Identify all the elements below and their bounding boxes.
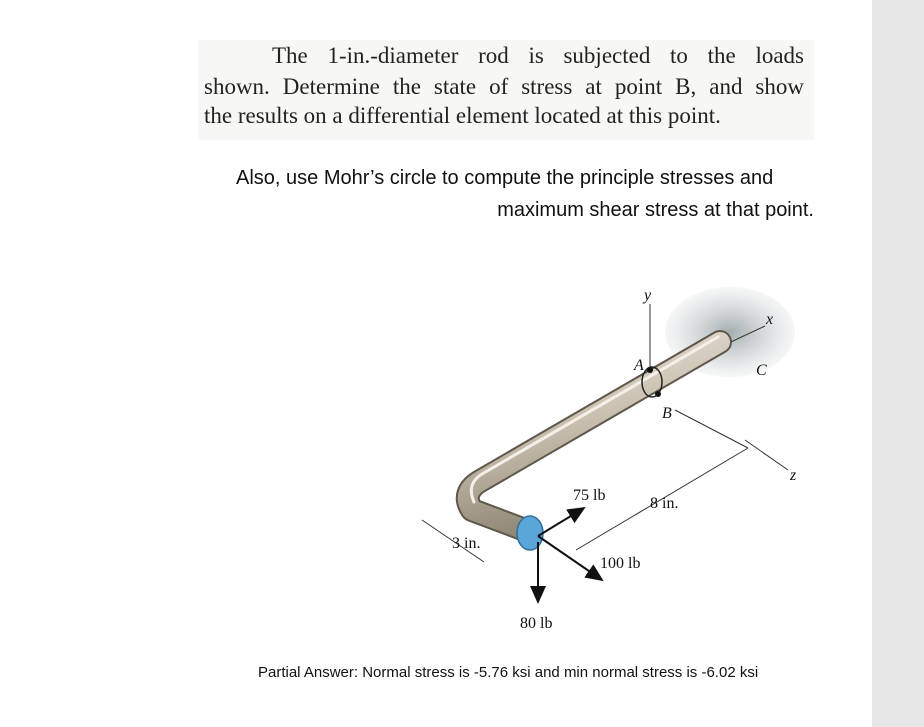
partial-answer: Partial Answer: Normal stress is -5.76 ksi and min normal stress is -6.02 ksi [258,664,759,681]
dim-8-label: 8 in. [650,495,679,512]
problem-line-1: The 1-in.-diameter rod is subjected to the loads [272,43,804,68]
point-b-marker [655,391,661,397]
rod-end-cap [517,516,543,550]
load-100-label: 100 lb [600,555,641,572]
instruction-line-1: Also, use Mohr’s circle to compute the principle stresses and [236,167,774,189]
load-100-arrow [538,536,602,580]
z-axis-line [745,440,788,470]
point-a-label: A [634,357,644,374]
x-axis-label: x [766,311,774,328]
problem-line-2: shown. Determine the state of stress at point B, and show [204,74,804,99]
instruction-line-2: maximum shear stress at that point. [497,199,814,221]
point-b-label: B [662,405,672,422]
z-axis-label: z [790,467,797,484]
dim-8-leader [675,410,748,448]
dim-3-label: 3 in. [452,535,481,552]
problem-line-3: the results on a differential element located at this point. [204,103,721,128]
load-80-label: 80 lb [520,615,553,632]
rod-figure [400,280,830,640]
additional-instruction [236,162,814,226]
right-margin-panel [872,0,924,727]
load-75-arrow [538,508,584,536]
point-c-label: C [756,362,767,379]
point-a-marker [647,367,653,373]
y-axis-label: y [644,287,652,304]
load-75-label: 75 lb [573,487,606,504]
problem-statement [198,40,814,140]
